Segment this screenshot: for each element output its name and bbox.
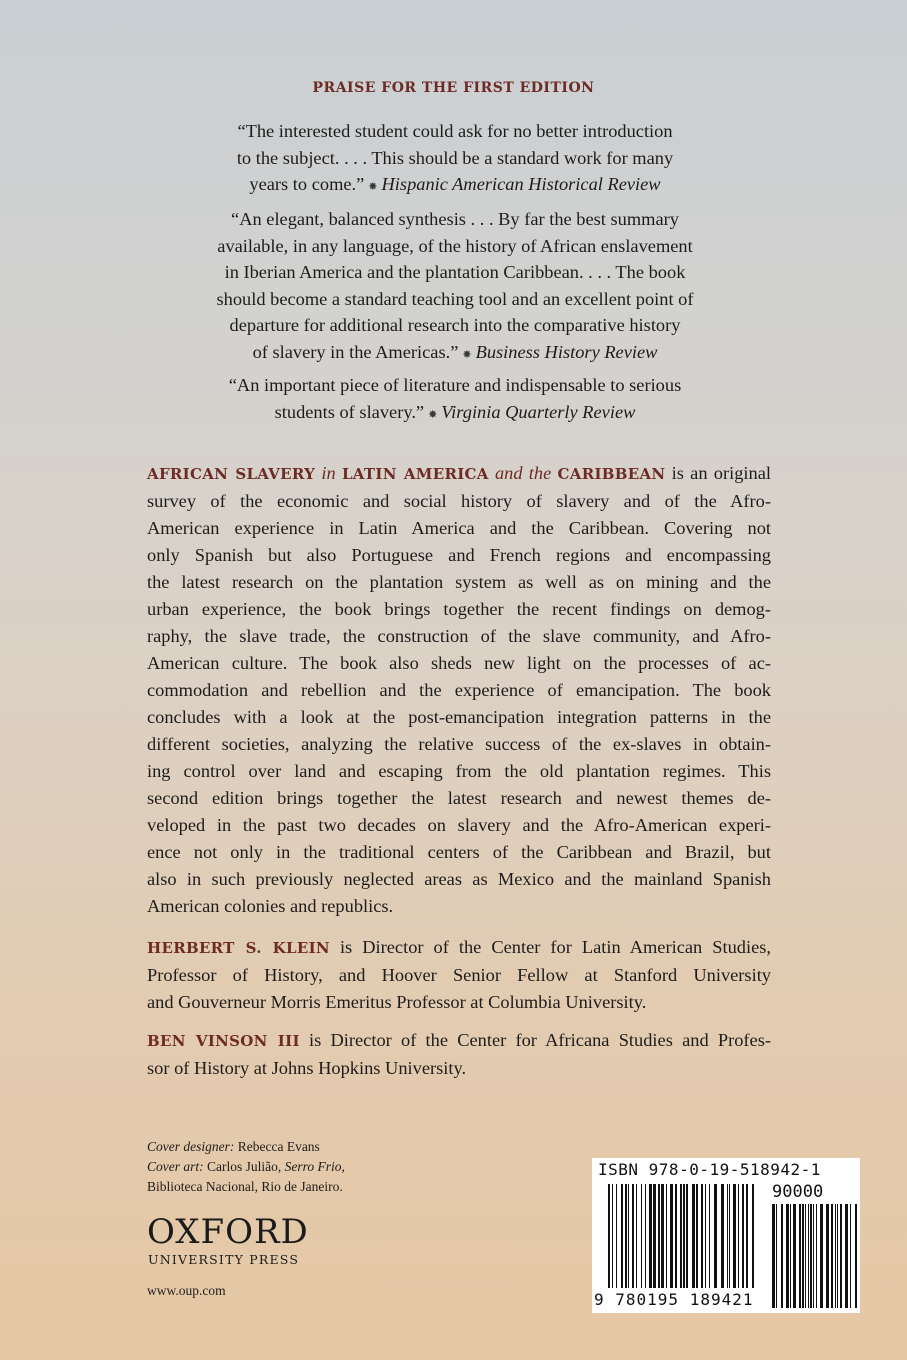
- barcode-bar: [612, 1184, 613, 1288]
- description-line: urban experience, the book brings together the recent findings on demog-: [147, 599, 771, 619]
- barcode-bar: [621, 1184, 623, 1288]
- barcode-bar: [781, 1204, 783, 1308]
- barcode-bar: [658, 1184, 660, 1288]
- barcode-bar: [683, 1184, 685, 1288]
- author-bio-line: and Gouverneur Morris Emeritus Professor at Columbia University.: [147, 992, 647, 1012]
- barcode-bar: [820, 1204, 823, 1308]
- barcode-bar: [686, 1184, 688, 1288]
- description-line: concludes with a look at the post-emancipation integration patterns in the: [147, 707, 771, 727]
- description-line: only Spanish but also Portuguese and French regions and encompassing: [147, 545, 771, 565]
- barcode-bar: [727, 1184, 728, 1288]
- barcode-bar: [813, 1204, 814, 1308]
- art-title: Serro Frio,: [284, 1159, 345, 1174]
- author-name: BEN VINSON III: [147, 1032, 300, 1050]
- quote-source: Virginia Quarterly Review: [441, 401, 636, 422]
- barcode-bar: [808, 1204, 809, 1308]
- barcode-bar: [649, 1184, 652, 1288]
- barcode-bar: [632, 1184, 634, 1288]
- quote-line: years to come.”: [249, 174, 365, 194]
- description-text: is an original: [665, 463, 771, 483]
- barcode-bar: [616, 1184, 617, 1288]
- book-title: LATIN AMERICA: [341, 465, 489, 483]
- barcode-bar: [831, 1204, 833, 1308]
- description-line: ence not only in the traditional centers of the Caribbean and Brazil, but: [147, 842, 771, 862]
- barcode-bar: [855, 1204, 857, 1308]
- author-bio-line: Professor of History, and Hoover Senior Fellow at Stanford University: [147, 965, 771, 985]
- barcode-bar: [625, 1184, 627, 1288]
- barcode-bar: [705, 1184, 706, 1288]
- barcode-bar: [714, 1184, 717, 1288]
- ornament-icon: ✸: [462, 348, 472, 361]
- barcode-bar: [776, 1204, 777, 1308]
- praise-quote-2: [160, 206, 750, 368]
- barcode-bar: [845, 1204, 848, 1308]
- barcode-panel: [592, 1158, 860, 1313]
- barcode-bar: [670, 1184, 673, 1288]
- barcode-bar: [835, 1204, 836, 1308]
- quote-line: should become a standard teaching tool and an excellent point of: [216, 288, 694, 309]
- author-bio-line: sor of History at Johns Hopkins University.: [147, 1058, 467, 1078]
- book-title: in: [321, 463, 336, 483]
- book-title: CARIBBEAN: [557, 465, 666, 483]
- barcode-bar: [793, 1204, 796, 1308]
- barcode-bar: [701, 1184, 703, 1288]
- description-line: raphy, the slave trade, the construction of the slave community, and Afro-: [147, 626, 771, 646]
- barcode-bar: [850, 1204, 851, 1308]
- barcode-bar: [666, 1184, 667, 1288]
- barcode-bar: [805, 1204, 806, 1308]
- barcode-bar: [733, 1184, 736, 1288]
- credit-value: Carlos Julião,: [203, 1159, 285, 1174]
- author-bio-vinson: [147, 1027, 771, 1082]
- barcode-bar: [786, 1204, 789, 1308]
- credit-value: Rebecca Evans: [234, 1139, 320, 1154]
- barcode-addon-digits: 90000: [772, 1182, 824, 1202]
- barcode-bar: [675, 1184, 677, 1288]
- barcode-bar: [636, 1184, 637, 1288]
- description-line: American experience in Latin America and the Caribbean. Covering not: [147, 518, 771, 538]
- quote-line: in Iberian America and the plantation Caribbean. . . . The book: [224, 262, 686, 282]
- quote-line: “The interested student could ask for no better introduction: [237, 121, 673, 141]
- quote-line: “An important piece of literature and indispensable to serious: [228, 375, 682, 395]
- barcode-bar: [692, 1184, 695, 1288]
- barcode-bar: [680, 1184, 682, 1288]
- barcode-bar: [628, 1184, 629, 1288]
- quote-source: Hispanic American Historical Review: [381, 174, 661, 194]
- barcode-bar: [742, 1184, 744, 1288]
- publisher-logo: OXFORD: [147, 1212, 309, 1252]
- barcode-bar: [826, 1204, 829, 1308]
- barcode-bar: [772, 1204, 775, 1308]
- author-bio-klein: [147, 934, 771, 1016]
- barcode-bar: [790, 1204, 791, 1308]
- barcode-bar: [721, 1184, 724, 1288]
- ornament-icon: ✸: [368, 181, 378, 193]
- barcode-bar: [653, 1184, 656, 1288]
- quote-line: students of slavery.”: [274, 401, 425, 422]
- book-title: and the: [494, 463, 552, 483]
- cover-credits: [147, 1137, 345, 1197]
- credit-value: Biblioteca Nacional, Rio de Janeiro.: [147, 1179, 343, 1194]
- author-bio-text: is Director of the Center for Africana Studies and Profes-: [299, 1030, 771, 1050]
- barcode-bar: [802, 1204, 804, 1308]
- barcode-bar: [837, 1204, 838, 1308]
- quote-line: available, in any language, of the history of African enslavement: [217, 235, 693, 256]
- description-line: commodation and rebellion and the experience of emancipation. The book: [147, 680, 771, 700]
- quote-line: of slavery in the Americas.”: [252, 341, 459, 362]
- description-line: also in such previously neglected areas as Mexico and the mainland Spanish: [147, 869, 771, 889]
- description-line: veloped in the past two decades on slavery and the Afro-American experi-: [147, 815, 771, 835]
- description-line: the latest research on the plantation system as well as on mining and the: [147, 572, 771, 592]
- description-line: American culture. The book also sheds new light on the processes of ac-: [147, 653, 771, 673]
- quote-line: departure for additional research into the comparative history: [229, 315, 681, 335]
- barcode-bar: [608, 1184, 610, 1288]
- description-line: ing control over land and escaping from the old plantation regimes. This: [147, 761, 771, 781]
- author-bio-text: is Director of the Center for Latin American Studies,: [329, 937, 771, 957]
- credit-label: Cover art:: [147, 1159, 204, 1174]
- barcode-bar: [840, 1204, 842, 1308]
- barcode-bar: [752, 1184, 754, 1288]
- praise-heading: PRAISE FOR THE FIRST EDITION: [312, 80, 595, 96]
- barcode-bar: [645, 1184, 646, 1288]
- barcode-bar: [799, 1204, 801, 1308]
- barcode-bar: [738, 1184, 739, 1288]
- barcode-bar: [810, 1204, 812, 1308]
- publisher-website: www.oup.com: [147, 1283, 226, 1298]
- description-line: second edition brings together the latest research and newest themes de-: [147, 788, 771, 808]
- author-name: HERBERT S. KLEIN: [147, 939, 330, 957]
- ornament-icon: ✸: [428, 408, 438, 421]
- publisher-subname: UNIVERSITY PRESS: [148, 1252, 300, 1267]
- barcode-bar: [816, 1204, 817, 1308]
- quote-line: to the subject. . . . This should be a standard work for many: [236, 147, 674, 168]
- barcode-bar: [661, 1184, 664, 1288]
- quote-line: “An elegant, balanced synthesis . . . By far the best summary: [231, 209, 679, 229]
- barcode-digits: 9 780195 189421: [594, 1290, 754, 1309]
- barcode-bar: [696, 1184, 698, 1288]
- barcode-bar: [746, 1184, 748, 1288]
- praise-quote-3: [160, 372, 750, 428]
- description-line: survey of the economic and social history of slavery and of the Afro-: [147, 491, 771, 511]
- book-title: AFRICAN SLAVERY: [147, 465, 316, 483]
- description-line: American colonies and republics.: [147, 896, 394, 916]
- description-line: different societies, analyzing the relative success of the ex-slaves in obtain-: [147, 734, 771, 754]
- book-description: [147, 460, 771, 920]
- praise-quote-1: [160, 118, 750, 201]
- barcode-bar: [709, 1184, 710, 1288]
- quote-source: Business History Review: [475, 341, 658, 362]
- credit-label: Cover designer:: [147, 1139, 235, 1154]
- barcode-bar: [641, 1184, 642, 1288]
- isbn-text: ISBN 978-0-19-518942-1: [598, 1160, 821, 1179]
- barcode-bar: [729, 1184, 730, 1288]
